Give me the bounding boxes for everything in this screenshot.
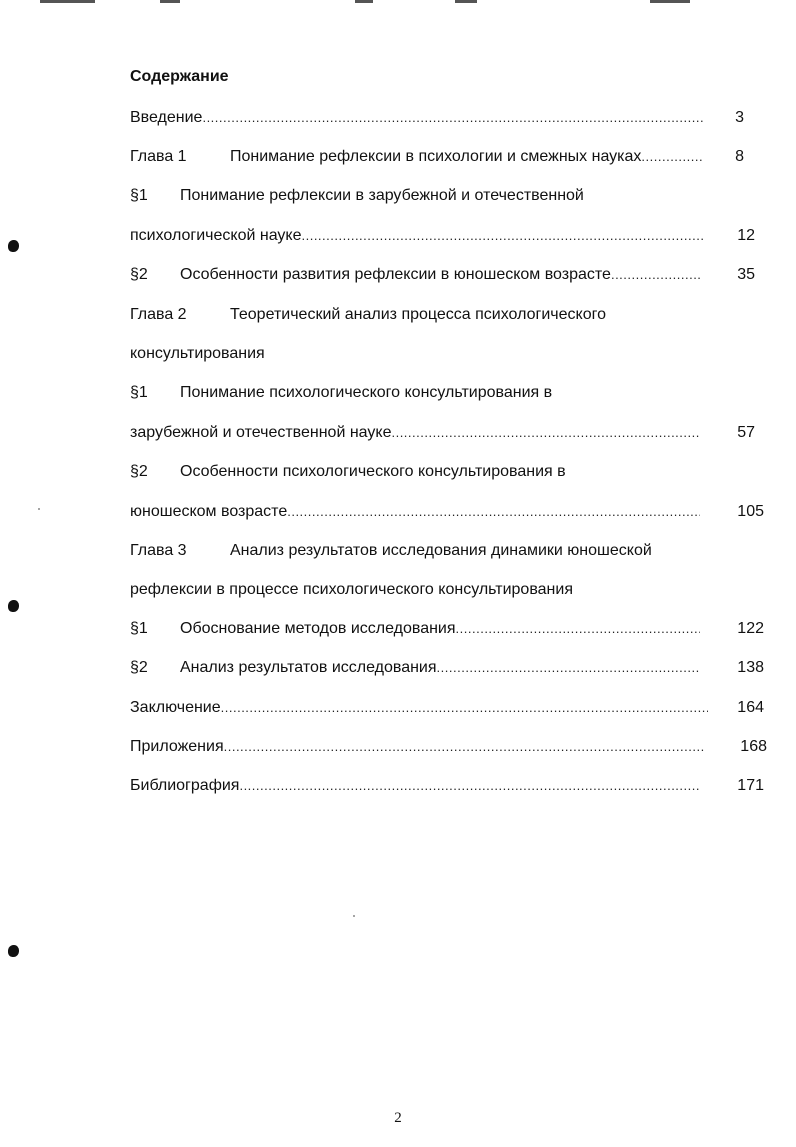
scan-speck — [353, 915, 355, 917]
section-label: §2 — [130, 266, 148, 283]
toc-entry-section-2-2-cont[interactable] — [130, 501, 700, 523]
section-label: §2 — [130, 463, 148, 480]
toc-entry-chapter-2-cont[interactable] — [130, 343, 265, 365]
section-title: Анализ результатов исследования — [180, 659, 437, 676]
toc-page-number: 3 — [735, 109, 744, 126]
toc-page-number: 171 — [737, 777, 764, 794]
section-title-line-2: зарубежной и отечественной науке — [130, 424, 392, 441]
section-title-line-2: юношеском возрасте — [130, 503, 288, 520]
toc-entry-bibliography[interactable] — [130, 775, 700, 797]
toc-page-number: 35 — [737, 266, 755, 283]
leader-dots — [437, 657, 700, 679]
chapter-title-line-1: Теоретический анализ процесса психологического — [230, 306, 606, 323]
toc-entry-text: Библиография — [130, 777, 240, 794]
toc-entry-conclusion[interactable] — [130, 697, 708, 719]
toc-page-number: 12 — [737, 227, 755, 244]
chapter-title-line-2: рефлексии в процессе психологического консультирования — [130, 581, 573, 598]
scan-speck — [38, 508, 40, 510]
section-label: §1 — [130, 384, 148, 401]
toc-entry-appendix[interactable] — [130, 736, 704, 758]
section-title: Особенности развития рефлексии в юношеском возрасте — [180, 266, 611, 283]
leader-dots — [239, 775, 700, 797]
chapter-title-line-1: Анализ результатов исследования динамики юношеской — [230, 542, 652, 559]
toc-entry-section-1-2[interactable] — [130, 264, 700, 286]
leader-dots — [456, 618, 700, 640]
toc-page-number: 164 — [737, 699, 764, 716]
toc-title: Содержание — [130, 68, 229, 85]
leader-dots — [301, 225, 704, 247]
leader-dots — [287, 501, 700, 523]
leader-dots — [224, 736, 704, 758]
toc-entry-chapter-2[interactable] — [130, 304, 606, 326]
section-label: §2 — [130, 659, 148, 676]
toc-page-number: 57 — [737, 424, 755, 441]
toc-entry-chapter-3[interactable] — [130, 540, 652, 562]
toc-entry-chapter-1[interactable] — [130, 146, 704, 168]
toc-entry-section-1-1[interactable] — [130, 185, 584, 207]
chapter-label: Глава 3 — [130, 542, 187, 559]
chapter-label: Глава 2 — [130, 306, 187, 323]
toc-entry-section-3-1[interactable] — [130, 618, 700, 640]
toc-entry-section-1-1-cont[interactable] — [130, 225, 704, 247]
toc-entry-text: Заключение — [130, 699, 221, 716]
toc-entry-text: Приложения — [130, 738, 224, 755]
section-title: Обоснование методов исследования — [180, 620, 456, 637]
page-number: 2 — [394, 1110, 402, 1126]
toc-page-number: 122 — [737, 620, 764, 637]
binding-hole-mark — [8, 945, 19, 957]
section-title-line-1: Понимание рефлексии в зарубежной и отечественной — [180, 187, 584, 204]
scan-top-edge-marks — [0, 0, 796, 6]
section-label: §1 — [130, 620, 148, 637]
section-title-line-2: психологической науке — [130, 227, 302, 244]
toc-entry-section-2-1-cont[interactable] — [130, 422, 700, 444]
binding-hole-mark — [8, 240, 19, 252]
toc-page-number: 105 — [737, 503, 764, 520]
toc-page-number: 138 — [737, 659, 764, 676]
toc-entry-section-3-2[interactable] — [130, 657, 700, 679]
toc-entry-text: Введение — [130, 109, 203, 126]
leader-dots — [391, 422, 700, 444]
toc-page-number: 168 — [740, 738, 767, 755]
chapter-title-line-2: консультирования — [130, 345, 265, 362]
toc-entry-intro[interactable] — [130, 107, 704, 129]
toc-entry-chapter-3-cont[interactable] — [130, 579, 573, 601]
toc-page-number: 8 — [735, 148, 744, 165]
toc-entry-section-2-1[interactable] — [130, 382, 552, 404]
section-label: §1 — [130, 187, 148, 204]
leader-dots — [641, 146, 704, 168]
section-title-line-1: Понимание психологического консультирования в — [180, 384, 553, 401]
chapter-title: Понимание рефлексии в психологии и смежных науках — [230, 148, 642, 165]
leader-dots — [611, 264, 700, 286]
chapter-label: Глава 1 — [130, 148, 187, 165]
leader-dots — [202, 107, 704, 129]
binding-hole-mark — [8, 600, 19, 612]
leader-dots — [221, 697, 708, 719]
section-title-line-1: Особенности психологического консультирования в — [180, 463, 566, 480]
toc-entry-section-2-2[interactable] — [130, 461, 566, 483]
